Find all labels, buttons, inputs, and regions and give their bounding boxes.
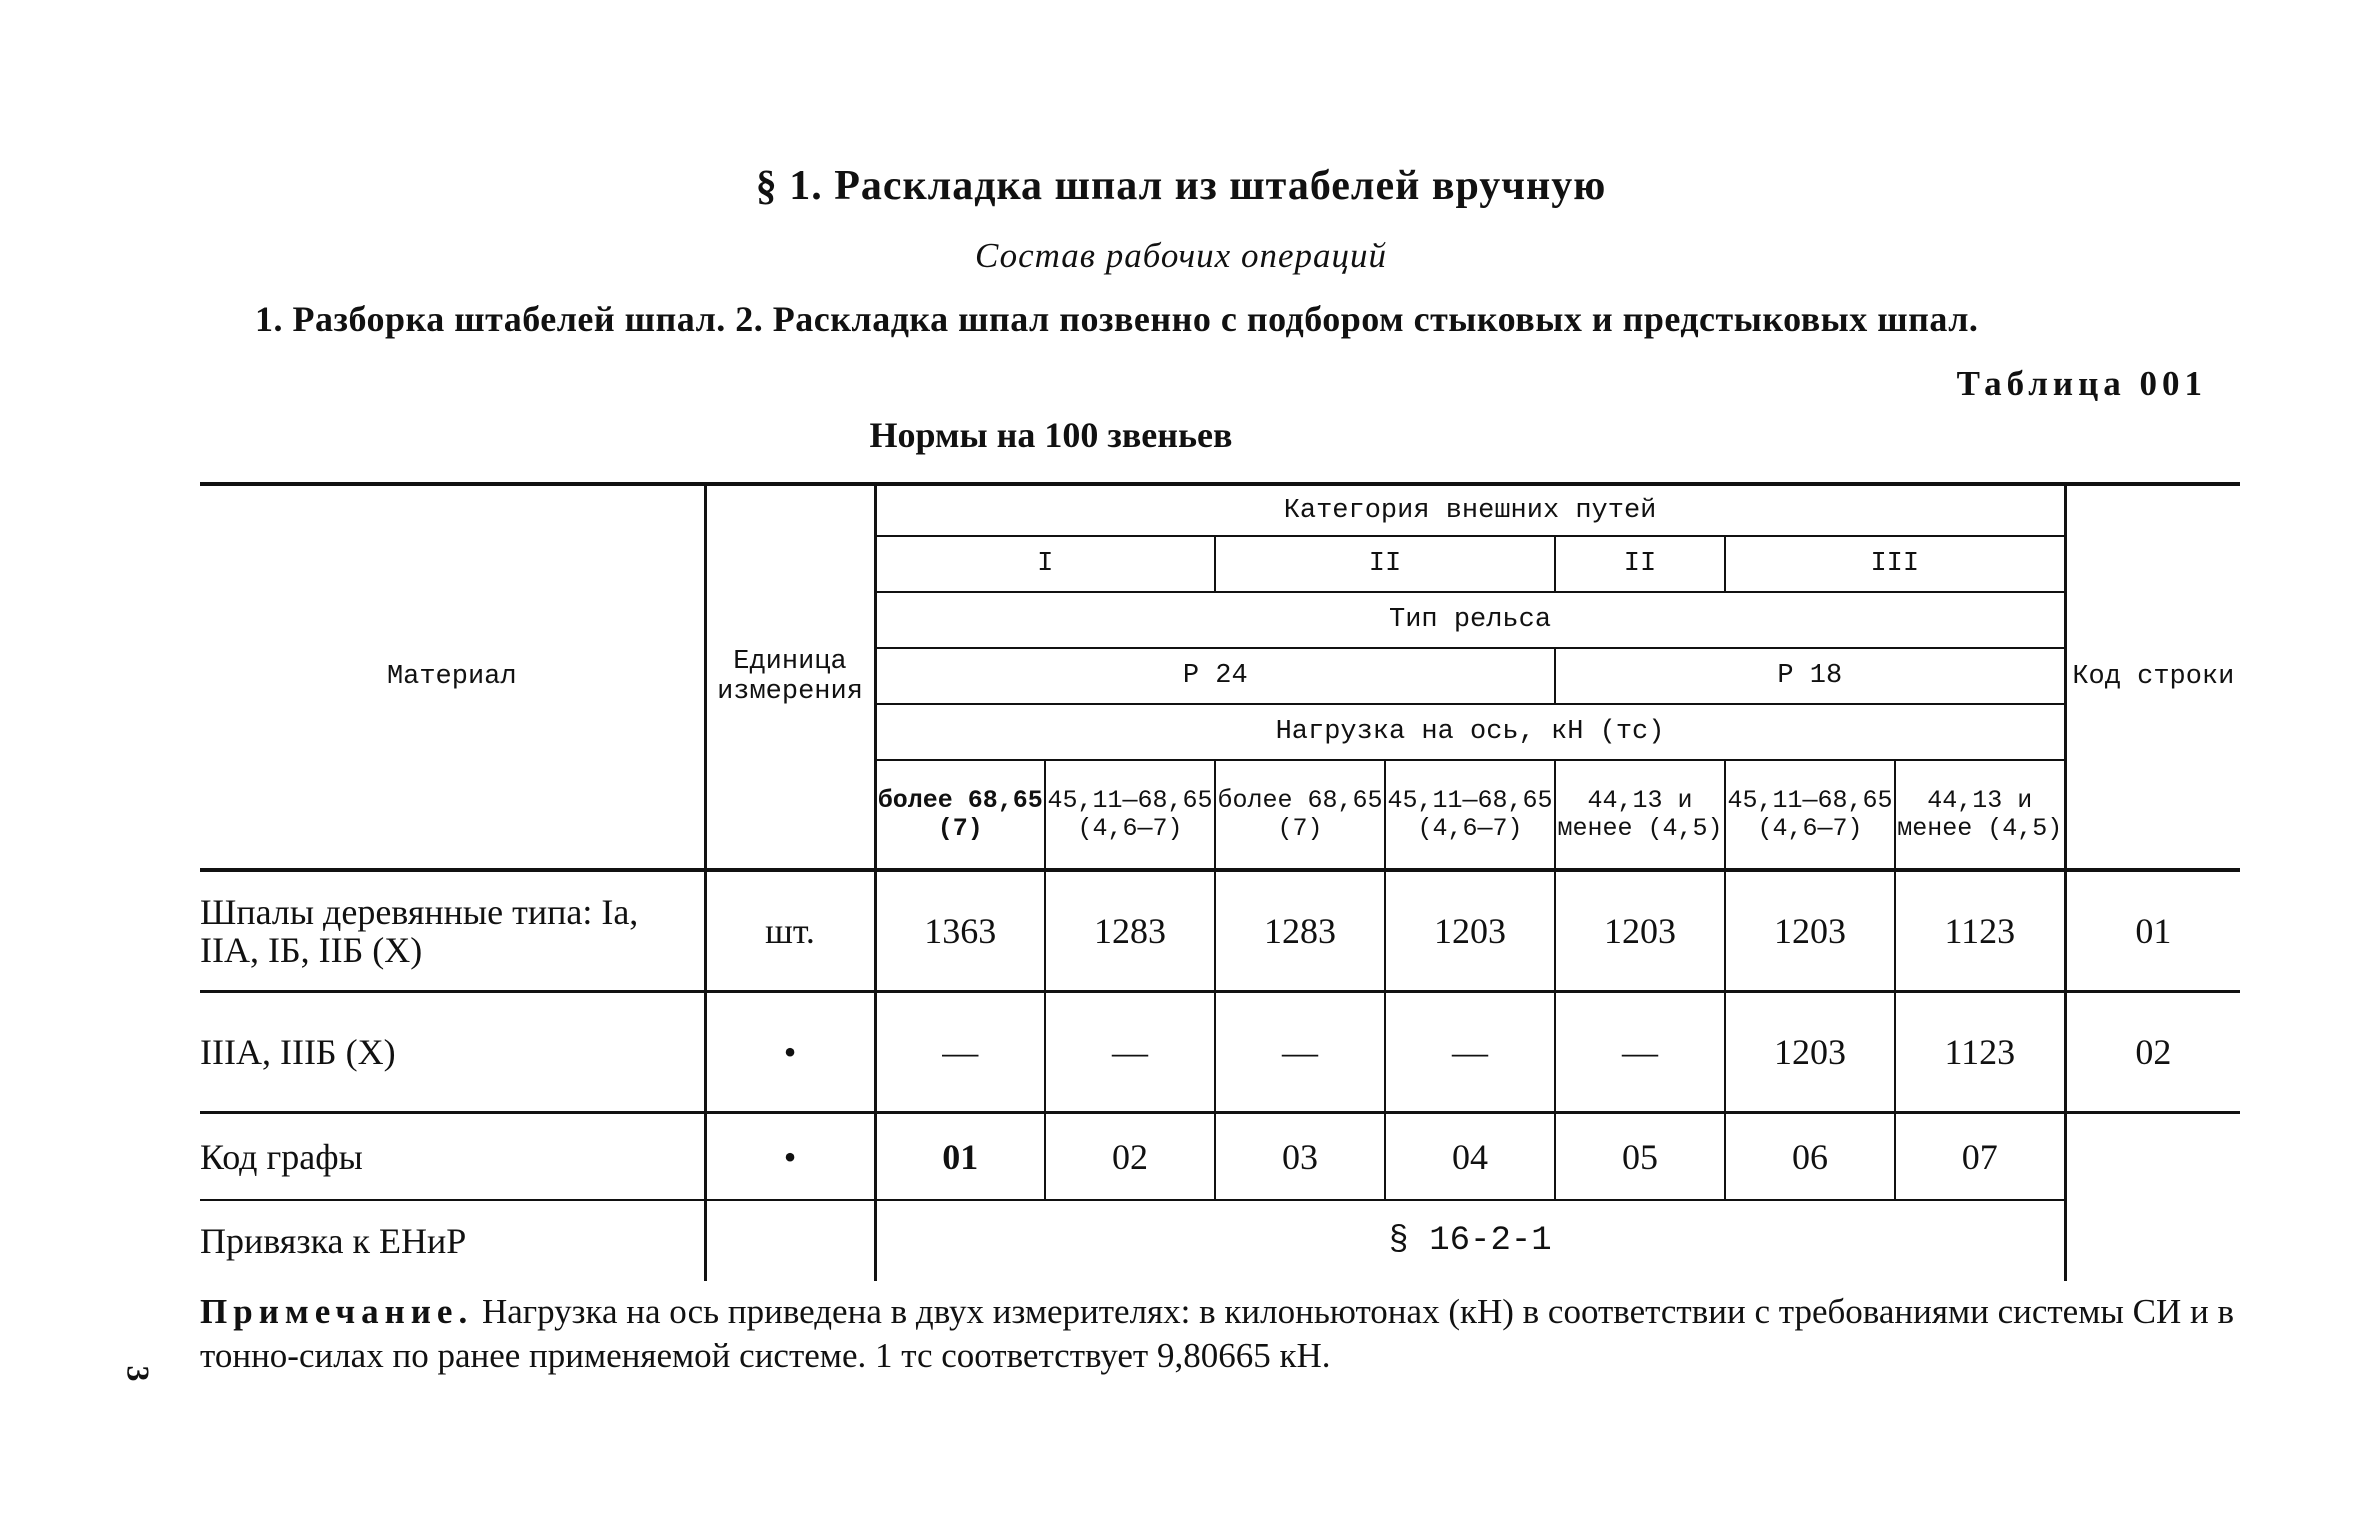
- row-1-code: 01: [2065, 870, 2240, 992]
- row-1-unit: шт.: [705, 870, 875, 992]
- enir-code-empty: [2065, 1200, 2240, 1281]
- column-code-label: Код графы: [200, 1113, 705, 1201]
- row-1-value-7: 1123: [1895, 870, 2065, 992]
- note: [200, 1290, 2240, 1378]
- header-rail-p24: Р 24: [875, 648, 1555, 704]
- row-1-value-6: 1203: [1725, 870, 1895, 992]
- header-axle-load: Нагрузка на ось, кН (тс): [875, 704, 2065, 760]
- norms-caption: Нормы на 100 звеньев: [869, 415, 1233, 455]
- row-1-value-1: 1363: [875, 870, 1045, 992]
- page-number: 3: [120, 1365, 157, 1382]
- header-category-iii: III: [1725, 536, 2065, 592]
- header-load-1: более 68,65 (7): [875, 760, 1045, 870]
- column-code-unit: •: [705, 1113, 875, 1201]
- enir-label: Привязка к ЕНиР: [200, 1221, 467, 1261]
- row-1-value-2: 1283: [1045, 870, 1215, 992]
- column-code-2: 02: [1045, 1113, 1215, 1201]
- header-rail-type: Тип рельса: [875, 592, 2065, 648]
- row-2-value-6: 1203: [1725, 992, 1895, 1113]
- row-1-value-4: 1203: [1385, 870, 1555, 992]
- row-2-value-5: —: [1555, 992, 1725, 1113]
- column-code-7: 07: [1895, 1113, 2065, 1201]
- enir-unit-empty: [705, 1200, 875, 1281]
- header-load-5: 44,13 и менее (4,5): [1555, 760, 1725, 870]
- enir-value: § 16-2-1: [875, 1200, 2065, 1281]
- header-category-ii: II: [1215, 536, 1555, 592]
- row-2-value-1: —: [875, 992, 1045, 1113]
- row-1-value-3: 1283: [1215, 870, 1385, 992]
- header-unit: Единица измерения: [705, 484, 875, 870]
- operations-text: 1. Разборка штабелей шпал. 2. Раскладка шпал позвенно с подбором стыковых и предстыковых шпал.: [255, 299, 1979, 339]
- header-category-i: I: [875, 536, 1215, 592]
- header-load-2: 45,11—68,65 (4,6—7): [1045, 760, 1215, 870]
- header-load-4: 45,11—68,65 (4,6—7): [1385, 760, 1555, 870]
- header-rail-p18: Р 18: [1555, 648, 2065, 704]
- column-code-empty: [2065, 1113, 2240, 1201]
- table-label: Таблица 001: [1956, 364, 2207, 403]
- column-code-6: 06: [1725, 1113, 1895, 1201]
- header-row-code: Код строки: [2065, 484, 2240, 870]
- header-load-6: 45,11—68,65 (4,6—7): [1725, 760, 1895, 870]
- row-1-material: Шпалы деревянные типа: Iа, IIА, IБ, IIБ (X): [200, 870, 705, 992]
- row-1-value-5: 1203: [1555, 870, 1725, 992]
- row-2-unit: •: [705, 992, 875, 1113]
- section-title: § 1. Раскладка шпал из штабелей вручную: [755, 163, 1607, 209]
- row-2-value-7: 1123: [1895, 992, 2065, 1113]
- header-category-ii-b: II: [1555, 536, 1725, 592]
- header-load-7: 44,13 и менее (4,5): [1895, 760, 2065, 870]
- row-2-code: 02: [2065, 992, 2240, 1113]
- row-2-value-3: —: [1215, 992, 1385, 1113]
- column-code-5: 05: [1555, 1113, 1725, 1201]
- column-code-4: 04: [1385, 1113, 1555, 1201]
- column-code-3: 03: [1215, 1113, 1385, 1201]
- header-material: Материал: [200, 484, 705, 870]
- column-code-1: 01: [875, 1113, 1045, 1201]
- norms-table: [200, 482, 2240, 1281]
- row-2-value-2: —: [1045, 992, 1215, 1113]
- note-text: Нагрузка на ось приведена в двух измерителях: в килоньютонах (кН) в соответствии с требованиями системы СИ и в тонно-силах по ранее применяемой системе. 1 тс соответствует 9,80665 кН.: [200, 1292, 2235, 1375]
- note-lead: Примечание.: [200, 1292, 474, 1331]
- header-load-3: более 68,65 (7): [1215, 760, 1385, 870]
- header-category: Категория внешних путей: [875, 484, 2065, 536]
- row-2-value-4: —: [1385, 992, 1555, 1113]
- row-2-material: IIIА, IIIБ (X): [200, 992, 705, 1113]
- operations-caption: Состав рабочих операций: [974, 236, 1388, 275]
